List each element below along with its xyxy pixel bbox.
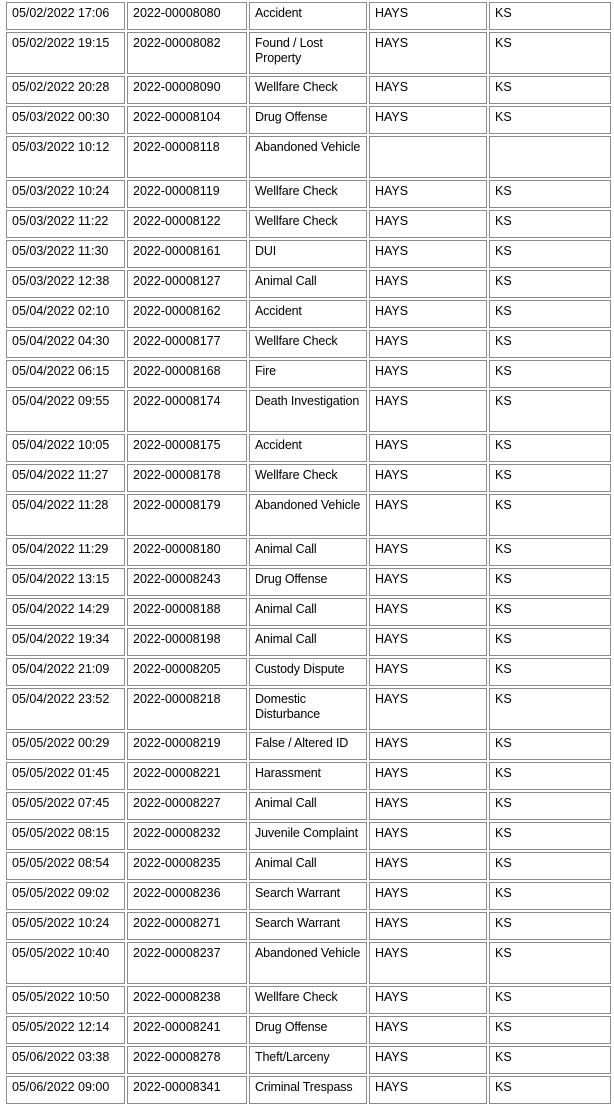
city-cell: HAYS (369, 942, 487, 984)
city-cell: HAYS (369, 106, 487, 134)
incident-type-cell: Juvenile Complaint (249, 822, 367, 850)
state-cell: KS (489, 568, 611, 596)
case-number-cell: 2022-00008232 (127, 822, 247, 850)
city-cell: HAYS (369, 598, 487, 626)
incident-type-cell: Wellfare Check (249, 986, 367, 1014)
incident-type-cell: Theft/Larceny (249, 1046, 367, 1074)
state-cell: KS (489, 32, 611, 74)
table-row (6, 32, 611, 74)
date-time-cell: 05/05/2022 12:14 (6, 1016, 125, 1044)
incident-type-cell: Wellfare Check (249, 210, 367, 238)
state-cell: KS (489, 494, 611, 536)
table-row (6, 822, 611, 850)
date-time-cell: 05/04/2022 04:30 (6, 330, 125, 358)
incident-type-cell: Custody Dispute (249, 658, 367, 686)
table-row (6, 688, 611, 730)
incident-type-cell: Animal Call (249, 792, 367, 820)
city-cell: HAYS (369, 390, 487, 432)
case-number-cell: 2022-00008082 (127, 32, 247, 74)
incident-type-cell: Search Warrant (249, 882, 367, 910)
incident-type-cell: Drug Offense (249, 1016, 367, 1044)
case-number-cell: 2022-00008235 (127, 852, 247, 880)
state-cell: KS (489, 2, 611, 30)
table-row (6, 658, 611, 686)
city-cell: HAYS (369, 732, 487, 760)
case-number-cell: 2022-00008180 (127, 538, 247, 566)
incident-type-cell: Wellfare Check (249, 464, 367, 492)
case-number-cell: 2022-00008174 (127, 390, 247, 432)
incident-type-cell: Animal Call (249, 598, 367, 626)
table-row (6, 628, 611, 656)
city-cell: HAYS (369, 464, 487, 492)
case-number-cell: 2022-00008238 (127, 986, 247, 1014)
state-cell: KS (489, 658, 611, 686)
date-time-cell: 05/06/2022 03:38 (6, 1046, 125, 1074)
city-cell: HAYS (369, 180, 487, 208)
city-cell: HAYS (369, 658, 487, 686)
incident-type-cell: Wellfare Check (249, 180, 367, 208)
city-cell: HAYS (369, 270, 487, 298)
city-cell: HAYS (369, 76, 487, 104)
city-cell: HAYS (369, 1016, 487, 1044)
table-row (6, 240, 611, 268)
table-row (6, 1016, 611, 1044)
city-cell: HAYS (369, 434, 487, 462)
incident-type-cell: Wellfare Check (249, 330, 367, 358)
state-cell: KS (489, 390, 611, 432)
state-cell: KS (489, 106, 611, 134)
table-row (6, 180, 611, 208)
case-number-cell: 2022-00008177 (127, 330, 247, 358)
table-row (6, 270, 611, 298)
case-number-cell: 2022-00008119 (127, 180, 247, 208)
incident-type-cell: Abandoned Vehicle (249, 136, 367, 178)
date-time-cell: 05/04/2022 13:15 (6, 568, 125, 596)
case-number-cell: 2022-00008175 (127, 434, 247, 462)
incident-type-cell: Animal Call (249, 852, 367, 880)
incident-type-cell: DUI (249, 240, 367, 268)
date-time-cell: 05/02/2022 17:06 (6, 2, 125, 30)
case-number-cell: 2022-00008162 (127, 300, 247, 328)
incident-type-cell: Wellfare Check (249, 76, 367, 104)
date-time-cell: 05/04/2022 21:09 (6, 658, 125, 686)
incident-type-cell: Drug Offense (249, 568, 367, 596)
date-time-cell: 05/04/2022 23:52 (6, 688, 125, 730)
date-time-cell: 05/03/2022 00:30 (6, 106, 125, 134)
state-cell: KS (489, 852, 611, 880)
incident-type-cell: Search Warrant (249, 912, 367, 940)
table-row (6, 76, 611, 104)
state-cell: KS (489, 270, 611, 298)
state-cell (489, 136, 611, 178)
city-cell: HAYS (369, 852, 487, 880)
case-number-cell: 2022-00008198 (127, 628, 247, 656)
date-time-cell: 05/04/2022 09:55 (6, 390, 125, 432)
date-time-cell: 05/05/2022 09:02 (6, 882, 125, 910)
state-cell: KS (489, 1016, 611, 1044)
date-time-cell: 05/04/2022 19:34 (6, 628, 125, 656)
table-row (6, 210, 611, 238)
city-cell: HAYS (369, 300, 487, 328)
table-row (6, 568, 611, 596)
city-cell: HAYS (369, 1076, 487, 1104)
case-number-cell: 2022-00008278 (127, 1046, 247, 1074)
date-time-cell: 05/02/2022 20:28 (6, 76, 125, 104)
state-cell: KS (489, 1076, 611, 1104)
table-row (6, 434, 611, 462)
case-number-cell: 2022-00008122 (127, 210, 247, 238)
date-time-cell: 05/04/2022 11:28 (6, 494, 125, 536)
state-cell: KS (489, 300, 611, 328)
state-cell: KS (489, 598, 611, 626)
case-number-cell: 2022-00008227 (127, 792, 247, 820)
case-number-cell: 2022-00008168 (127, 360, 247, 388)
state-cell: KS (489, 434, 611, 462)
incident-type-cell: Animal Call (249, 538, 367, 566)
table-row (6, 390, 611, 432)
table-row (6, 2, 611, 30)
incident-type-cell: Found / Lost Property (249, 32, 367, 74)
incident-log-body (6, 2, 611, 1104)
table-row (6, 912, 611, 940)
state-cell: KS (489, 822, 611, 850)
date-time-cell: 05/03/2022 10:12 (6, 136, 125, 178)
case-number-cell: 2022-00008221 (127, 762, 247, 790)
case-number-cell: 2022-00008188 (127, 598, 247, 626)
table-row (6, 792, 611, 820)
table-row (6, 598, 611, 626)
date-time-cell: 05/04/2022 11:29 (6, 538, 125, 566)
city-cell: HAYS (369, 240, 487, 268)
table-row (6, 330, 611, 358)
incident-type-cell: Abandoned Vehicle (249, 494, 367, 536)
city-cell: HAYS (369, 494, 487, 536)
state-cell: KS (489, 762, 611, 790)
date-time-cell: 05/05/2022 10:50 (6, 986, 125, 1014)
case-number-cell: 2022-00008243 (127, 568, 247, 596)
case-number-cell: 2022-00008179 (127, 494, 247, 536)
case-number-cell: 2022-00008205 (127, 658, 247, 686)
city-cell: HAYS (369, 792, 487, 820)
city-cell: HAYS (369, 628, 487, 656)
incident-type-cell: Accident (249, 300, 367, 328)
state-cell: KS (489, 912, 611, 940)
incident-type-cell: Death Investigation (249, 390, 367, 432)
table-row (6, 300, 611, 328)
case-number-cell: 2022-00008178 (127, 464, 247, 492)
city-cell (369, 136, 487, 178)
date-time-cell: 05/05/2022 10:24 (6, 912, 125, 940)
city-cell: HAYS (369, 822, 487, 850)
case-number-cell: 2022-00008161 (127, 240, 247, 268)
state-cell: KS (489, 464, 611, 492)
state-cell: KS (489, 210, 611, 238)
state-cell: KS (489, 1046, 611, 1074)
table-row (6, 538, 611, 566)
date-time-cell: 05/05/2022 01:45 (6, 762, 125, 790)
city-cell: HAYS (369, 1046, 487, 1074)
incident-type-cell: Accident (249, 434, 367, 462)
city-cell: HAYS (369, 538, 487, 566)
case-number-cell: 2022-00008236 (127, 882, 247, 910)
case-number-cell: 2022-00008271 (127, 912, 247, 940)
table-row (6, 1076, 611, 1104)
state-cell: KS (489, 986, 611, 1014)
date-time-cell: 05/05/2022 07:45 (6, 792, 125, 820)
state-cell: KS (489, 792, 611, 820)
incident-type-cell: Abandoned Vehicle (249, 942, 367, 984)
state-cell: KS (489, 688, 611, 730)
incident-type-cell: Accident (249, 2, 367, 30)
date-time-cell: 05/05/2022 08:15 (6, 822, 125, 850)
date-time-cell: 05/03/2022 11:30 (6, 240, 125, 268)
table-row (6, 360, 611, 388)
incident-type-cell: Animal Call (249, 270, 367, 298)
city-cell: HAYS (369, 32, 487, 74)
city-cell: HAYS (369, 360, 487, 388)
incident-type-cell: Harassment (249, 762, 367, 790)
date-time-cell: 05/03/2022 11:22 (6, 210, 125, 238)
state-cell: KS (489, 76, 611, 104)
state-cell: KS (489, 360, 611, 388)
case-number-cell: 2022-00008218 (127, 688, 247, 730)
date-time-cell: 05/04/2022 10:05 (6, 434, 125, 462)
table-row (6, 494, 611, 536)
incident-type-cell: False / Altered ID (249, 732, 367, 760)
table-row (6, 986, 611, 1014)
state-cell: KS (489, 942, 611, 984)
incident-type-cell: Criminal Trespass (249, 1076, 367, 1104)
table-row (6, 732, 611, 760)
table-row (6, 136, 611, 178)
city-cell: HAYS (369, 986, 487, 1014)
case-number-cell: 2022-00008219 (127, 732, 247, 760)
city-cell: HAYS (369, 210, 487, 238)
city-cell: HAYS (369, 568, 487, 596)
date-time-cell: 05/04/2022 11:27 (6, 464, 125, 492)
incident-type-cell: Fire (249, 360, 367, 388)
city-cell: HAYS (369, 688, 487, 730)
state-cell: KS (489, 330, 611, 358)
incident-log-table (4, 0, 613, 1106)
date-time-cell: 05/05/2022 08:54 (6, 852, 125, 880)
city-cell: HAYS (369, 882, 487, 910)
case-number-cell: 2022-00008090 (127, 76, 247, 104)
state-cell: KS (489, 538, 611, 566)
date-time-cell: 05/04/2022 02:10 (6, 300, 125, 328)
incident-type-cell: Animal Call (249, 628, 367, 656)
table-row (6, 1046, 611, 1074)
case-number-cell: 2022-00008341 (127, 1076, 247, 1104)
date-time-cell: 05/06/2022 09:00 (6, 1076, 125, 1104)
table-row (6, 106, 611, 134)
date-time-cell: 05/05/2022 00:29 (6, 732, 125, 760)
case-number-cell: 2022-00008080 (127, 2, 247, 30)
state-cell: KS (489, 882, 611, 910)
state-cell: KS (489, 732, 611, 760)
table-row (6, 942, 611, 984)
date-time-cell: 05/04/2022 06:15 (6, 360, 125, 388)
case-number-cell: 2022-00008241 (127, 1016, 247, 1044)
table-row (6, 882, 611, 910)
date-time-cell: 05/03/2022 10:24 (6, 180, 125, 208)
city-cell: HAYS (369, 2, 487, 30)
date-time-cell: 05/02/2022 19:15 (6, 32, 125, 74)
case-number-cell: 2022-00008127 (127, 270, 247, 298)
state-cell: KS (489, 240, 611, 268)
city-cell: HAYS (369, 762, 487, 790)
table-row (6, 852, 611, 880)
date-time-cell: 05/04/2022 14:29 (6, 598, 125, 626)
state-cell: KS (489, 180, 611, 208)
case-number-cell: 2022-00008104 (127, 106, 247, 134)
city-cell: HAYS (369, 330, 487, 358)
table-row (6, 464, 611, 492)
date-time-cell: 05/03/2022 12:38 (6, 270, 125, 298)
city-cell: HAYS (369, 912, 487, 940)
state-cell: KS (489, 628, 611, 656)
incident-type-cell: Drug Offense (249, 106, 367, 134)
date-time-cell: 05/05/2022 10:40 (6, 942, 125, 984)
case-number-cell: 2022-00008237 (127, 942, 247, 984)
table-row (6, 762, 611, 790)
case-number-cell: 2022-00008118 (127, 136, 247, 178)
incident-type-cell: Domestic Disturbance (249, 688, 367, 730)
